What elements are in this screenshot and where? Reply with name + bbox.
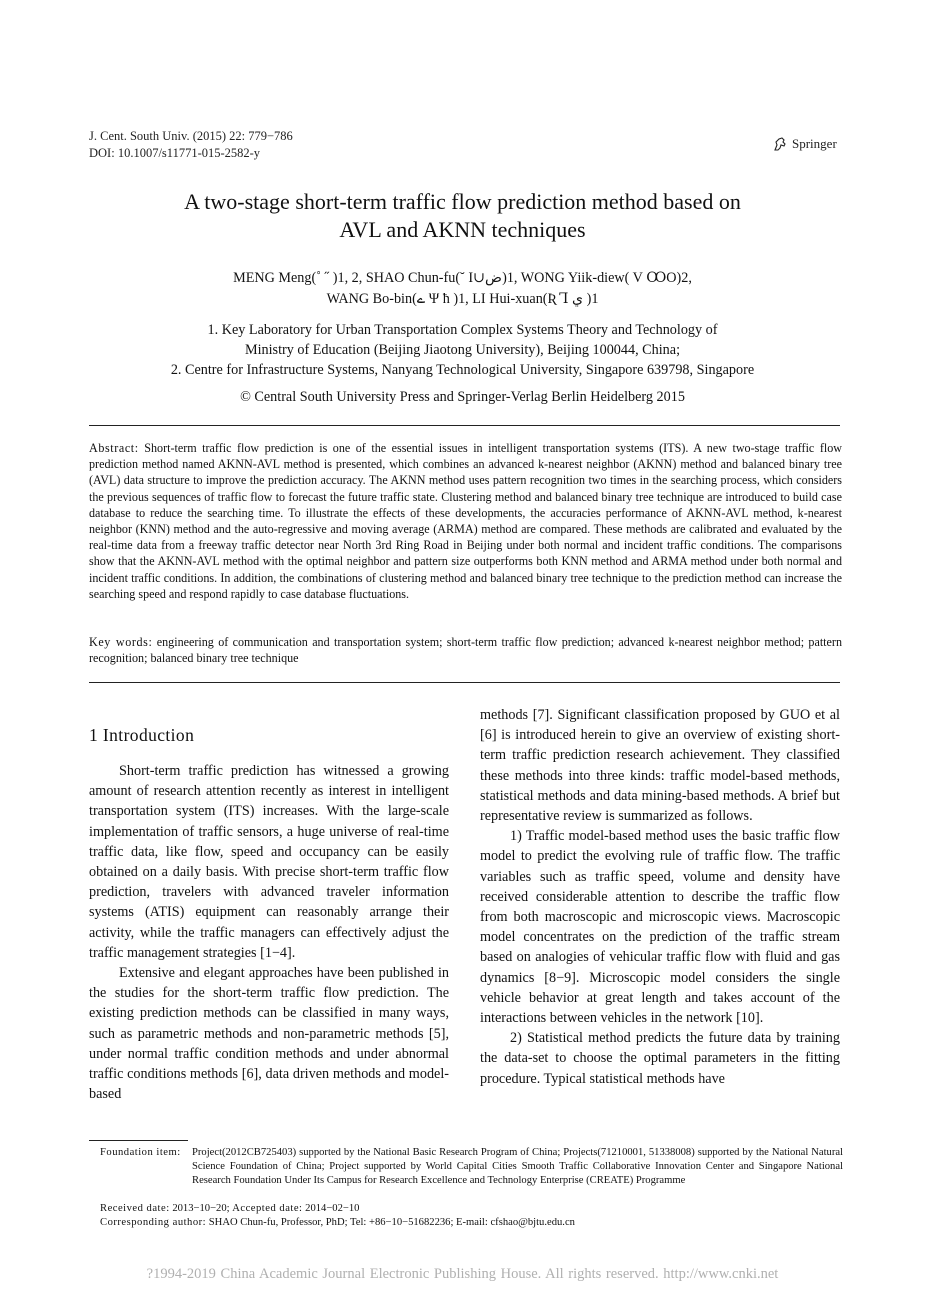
doi-line: DOI: 10.1007/s11771-015-2582-y <box>89 146 261 160</box>
paper-title <box>0 188 925 244</box>
corresponding-details: SHAO Chun-fu, Professor, PhD; Tel: +86−10−51682236; E-mail: cfshao@bjtu.edu.cn <box>208 1217 575 1228</box>
received-label: Received date: <box>100 1203 170 1214</box>
authors-line-2: WANG Bo-bin(ے Ψ ħ )1, LI Hui-xuan(Ʀ Ꞁ ي )1 <box>326 291 599 307</box>
abstract <box>89 440 842 602</box>
divider-top <box>89 425 840 426</box>
section-heading: 1 Introduction <box>89 725 195 745</box>
springer-horse-logo-icon <box>772 136 788 152</box>
footnote-divider <box>89 1140 188 1141</box>
publisher-logo <box>772 136 837 152</box>
abstract-text: Short-term traffic flow prediction is one of the essential issues in intelligent transportation systems (ITS). A new two-stage traffic flow prediction method named AKNN-AVL method is presented, which combines an advanced k-nearest neighbor (AKNN) method and balanced binary tree (AVL) data structure to improve the prediction accuracy. The AKNN method uses pattern recognition two times in the searching process, which considers the previous sequences of traffic flow to forecast the future traffic state. Clustering method and balanced binary tree technique are introduced to build case database to reduce the searching time. To illustrate the effects of these developments, the accuracies performance of AKNN-AVL method, k-nearest neighbor (KNN) method and the auto-regressive and moving average (ARMA) method are compared. These methods are calibrated and evaluated by the real-time data from a freeway traffic detector near North 3rd Ring Road in Beijing under both normal and incident traffic conditions. The comparisons show that the AKNN-AVL method with the optimal neighbor and pattern size outperforms both KNN method and ARMA method under both normal and incident traffic conditions. In addition, the combinations of clustering method and balanced binary tree technique to the prediction method can increase the searching speed and respond rapidly to case database fluctuations. <box>89 441 842 601</box>
copyright-line: © Central South University Press and Springer-Verlag Berlin Heidelberg 2015 <box>240 389 685 405</box>
funding-footnote <box>100 1146 843 1186</box>
received-date: 2013−10−20; <box>172 1203 230 1214</box>
body-column-right <box>480 705 840 1089</box>
accepted-date: 2014−02−10 <box>305 1203 360 1214</box>
affiliation-line-2: Ministry of Education (Beijing Jiaotong University), Beijing 100044, China; <box>244 342 681 358</box>
paragraph: 1) Traffic model-based method uses the basic traffic flow model to predict the evolving rule of traffic flow. The traffic variables such as traffic speed, volume and density have received considerable attention to describe the traffic flow from both macroscopic and microscopic views. Macroscopic model concentrates on the prediction of the traffic stream based on analogies of vehicular traffic flow with fluid and gas dynamics [8−9]. Microscopic model considers the single vehicle behavior at great length and takes account of the interactions between vehicles in the network [10]. <box>480 828 840 1027</box>
affiliation-line-1: 1. Key Laboratory for Urban Transportation Complex Systems Theory and Technology of <box>207 322 718 338</box>
dates-footnote <box>100 1202 843 1216</box>
paragraph: methods [7]. Significant classification proposed by GUO et al [6] is introduced herein to give an overview of existing short-term traffic prediction research achievement. They classified these methods into three kinds: traffic model-based methods, statistical methods and data mining-based methods. A brief but representative review is summarized as follows. <box>480 707 840 825</box>
journal-citation: J. Cent. South Univ. (2015) 22: 779−786 <box>89 129 293 143</box>
title-line-2: AVL and AKNN techniques <box>339 217 586 242</box>
keywords-text: engineering of communication and transportation system; short-term traffic flow prediction; advanced k-nearest neighbor method; pattern recognition; balanced binary tree technique <box>89 635 842 666</box>
author-list <box>0 268 925 310</box>
abstract-label: Abstract: <box>89 441 139 455</box>
funding-text: Project(2012CB725403) supported by the National Basic Research Program of China; Projects(71210001, 51338008) supported by the National Natural Science Foundation of China; Project supported by World Capital Cities Smooth Traffic Collaborative Innovation Center and Singapore National Research Foundation Under Its Campus for Research Excellence and Technology Enterprise (CREATE) Programme <box>192 1147 843 1186</box>
divider-bottom <box>89 682 840 683</box>
funding-label: Foundation item: <box>100 1147 181 1158</box>
keywords <box>89 634 842 666</box>
corresponding-label: Corresponding author: <box>100 1217 207 1228</box>
authors-line-1: MENG Meng(˚ ˝ )1, 2, SHAO Chun-fu(˘ Ι∪ض)1, WONG Yiik-diew( V ꝎO)2, <box>233 270 692 286</box>
affiliations <box>0 320 925 380</box>
journal-header <box>89 128 293 162</box>
body-column-left <box>89 723 449 1104</box>
publisher-name: Springer <box>792 136 837 151</box>
keywords-label: Key words: <box>89 635 153 649</box>
title-line-1: A two-stage short-term traffic flow prediction method based on <box>184 189 741 214</box>
affiliation-line-3: 2. Centre for Infrastructure Systems, Nanyang Technological University, Singapore 639798, Singapore <box>170 362 755 378</box>
paragraph: 2) Statistical method predicts the future data by training the data-set to choose the optimal parameters in the fitting procedure. Typical statistical methods have <box>480 1030 840 1087</box>
paragraph: Extensive and elegant approaches have been published in the studies for the short-term traffic flow prediction. The existing prediction methods can be classified in many ways, such as parametric methods and non-parametric methods [5], under normal traffic condition methods and under abnormal traffic conditions methods [6], data driven methods and model-based <box>89 965 449 1103</box>
paragraph: Short-term traffic prediction has witnessed a growing amount of research attention recently as interest in intelligent transportation system (ITS) increases. With the large-scale implementation of traffic sensors, a huge universe of real-time traffic data, like flow, speed and occupancy can be easily obtained on a daily basis. With precise short-term traffic flow prediction, travelers with advanced traveler information systems (ATIS) equipment can reasonably arrange their activity, while the traffic managers can effectively adjust the traffic management strategies [1−4]. <box>89 763 449 961</box>
accepted-label: Accepted date: <box>232 1203 303 1214</box>
cnki-footer: ?1994-2019 China Academic Journal Electronic Publishing House. All rights reserved. http://www.cnki.net <box>146 1266 779 1282</box>
corresponding-author-footnote <box>100 1216 843 1230</box>
